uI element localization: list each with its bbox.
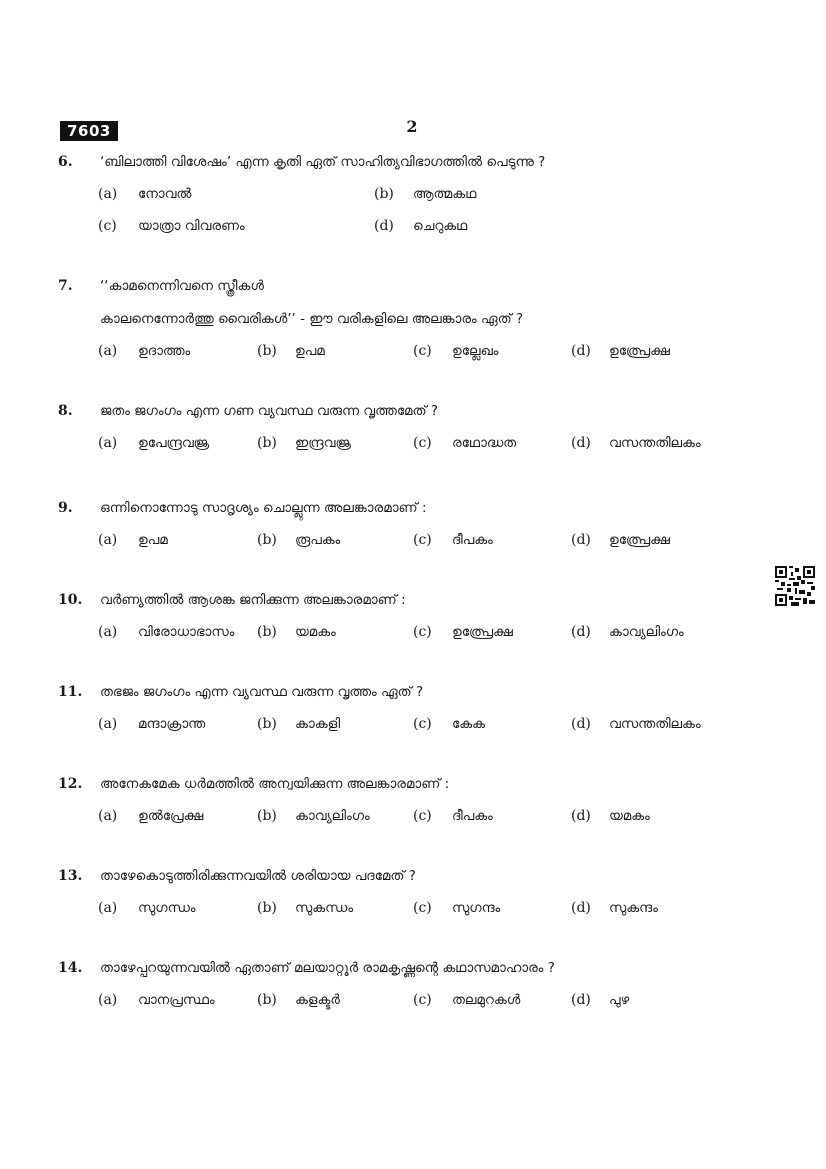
option-label: (a) — [98, 808, 118, 824]
option-label: (b) — [257, 343, 277, 359]
option-label: (c) — [413, 624, 432, 640]
option-label: (b) — [257, 435, 277, 451]
question-text: വർണ്യത്തിൽ ആശങ്ക ജനിക്കുന്ന അലങ്കാരമാണ് : — [100, 592, 406, 608]
option-label: (d) — [571, 532, 591, 548]
option-text: രൂപകം — [295, 532, 341, 548]
question-number: 14. — [58, 960, 83, 976]
option-label: (c) — [413, 532, 432, 548]
option-label: (b) — [257, 808, 277, 824]
option-text: കളക്ടർ — [295, 992, 340, 1008]
option-label: (c) — [413, 992, 432, 1008]
option-text: വസന്തതിലകം — [609, 716, 701, 732]
question-text: താഴേകൊടുത്തിരിക്കുന്നവയിൽ ശരിയായ പദമേത് ? — [100, 868, 416, 884]
option-text: ഉപേന്ദ്രവജ്ര — [138, 435, 210, 451]
option-label: (a) — [98, 435, 118, 451]
option-label: (d) — [571, 992, 591, 1008]
option-text: ഉല്ലേഖം — [452, 343, 499, 359]
option-label: (c) — [413, 435, 432, 451]
option-label: (d) — [374, 218, 394, 234]
question-number: 13. — [58, 868, 83, 884]
question-text: ഒന്നിനൊന്നോടു സാദൃശ്യം ചൊല്ലുന്ന അലങ്കാരമാണ് : — [100, 500, 427, 516]
option-label: (b) — [257, 532, 277, 548]
option-text: യാത്രാ വിവരണം — [138, 218, 245, 234]
option-label: (c) — [413, 716, 432, 732]
option-label: (c) — [413, 808, 432, 824]
option-text: ഉൽപ്രേക്ഷ — [138, 808, 204, 824]
option-text: ഉത്പ്രേക്ഷ — [609, 532, 670, 548]
option-text: ഉത്പ്രേക്ഷ — [609, 343, 670, 359]
option-text: മന്ദാക്രാന്ത — [138, 716, 206, 732]
option-text: കാകളി — [295, 716, 341, 732]
paper-code-badge: 7603 — [60, 121, 118, 141]
option-text: നോവൽ — [138, 186, 192, 202]
option-label: (d) — [571, 900, 591, 916]
option-label: (a) — [98, 532, 118, 548]
option-label: (a) — [98, 992, 118, 1008]
question-number: 8. — [58, 403, 73, 419]
option-label: (a) — [98, 716, 118, 732]
page-number: 2 — [406, 117, 418, 136]
question-text: ജതം ജഗംഗം എന്ന ഗണ വ്യവസ്ഥ വരുന്ന വൃത്തമേത് ? — [100, 403, 439, 419]
option-label: (c) — [413, 900, 432, 916]
option-label: (a) — [98, 343, 118, 359]
option-text: പുഴ — [609, 992, 630, 1008]
option-label: (d) — [571, 343, 591, 359]
question-number: 11. — [58, 684, 83, 700]
qr-code-icon — [775, 566, 815, 606]
option-text: ഇന്ദ്രവജ്ര — [295, 435, 351, 451]
question-number: 6. — [58, 154, 73, 170]
option-label: (b) — [257, 624, 277, 640]
option-label: (c) — [98, 218, 117, 234]
option-label: (d) — [571, 716, 591, 732]
option-text: കാവ്യലിംഗം — [609, 624, 684, 640]
option-text: വാനപ്രസ്ഥം — [138, 992, 215, 1008]
option-label: (a) — [98, 900, 118, 916]
option-text: ആത്മകഥ — [413, 186, 477, 202]
option-text: യമകം — [609, 808, 650, 824]
option-text: സുഗന്ധം — [138, 900, 196, 916]
option-text: ഉപമ — [295, 343, 325, 359]
option-label: (a) — [98, 186, 118, 202]
option-label: (d) — [571, 435, 591, 451]
question-number: 12. — [58, 776, 83, 792]
question-number: 7. — [58, 278, 73, 294]
option-text: ഉപമ — [138, 532, 168, 548]
option-text: കേക — [452, 716, 485, 732]
question-text: ‘ബിലാത്തി വിശേഷം’ എന്ന കൃതി ഏത് സാഹിത്യവിഭാഗത്തിൽ പെടുന്നു ? — [100, 154, 546, 170]
question-number: 10. — [58, 592, 83, 608]
question-text: കാലനെന്നോർത്തു വൈരികൾ’’ - ഈ വരികളിലെ അലങ്കാരം ഏത് ? — [100, 311, 524, 327]
question-text: താഴേപ്പറയുന്നവയിൽ ഏതാണ് മലയാറ്റൂർ രാമകൃഷ്ണന്റെ കഥാസമാഹാരം ? — [100, 960, 555, 976]
option-label: (b) — [374, 186, 394, 202]
option-text: സുകന്ധം — [295, 900, 354, 916]
option-text: തലമുറകൾ — [452, 992, 521, 1008]
option-text: ദീപകം — [452, 808, 493, 824]
option-text: വിരോധാഭാസം — [138, 624, 235, 640]
option-text: സുഗന്ദം — [452, 900, 501, 916]
option-label: (a) — [98, 624, 118, 640]
option-text: വസന്തതിലകം — [609, 435, 701, 451]
option-label: (d) — [571, 624, 591, 640]
question-text: തഭജം ജഗംഗം എന്ന വ്യവസ്ഥ വരുന്ന വൃത്തം ഏത് ? — [100, 684, 424, 700]
option-label: (b) — [257, 992, 277, 1008]
option-text: ഉത്പ്രേക്ഷ — [452, 624, 513, 640]
question-number: 9. — [58, 500, 73, 516]
option-label: (c) — [413, 343, 432, 359]
option-label: (b) — [257, 900, 277, 916]
option-text: സുകന്ദം — [609, 900, 658, 916]
option-text: കാവ്യലിംഗം — [295, 808, 370, 824]
option-text: ദീപകം — [452, 532, 493, 548]
question-text: ‘‘കാമനെന്നിവനെ സ്ത്രീകൾ — [100, 278, 264, 294]
option-label: (d) — [571, 808, 591, 824]
option-label: (b) — [257, 716, 277, 732]
option-text: ഉദാത്തം — [138, 343, 191, 359]
question-text: അനേകമേക ധർമത്തിൽ അന്വയിക്കുന്ന അലങ്കാരമാണ് : — [100, 776, 450, 792]
option-text: യമകം — [295, 624, 336, 640]
option-text: രഥോദ്ധത — [452, 435, 517, 451]
option-text: ചെറുകഥ — [413, 218, 468, 234]
